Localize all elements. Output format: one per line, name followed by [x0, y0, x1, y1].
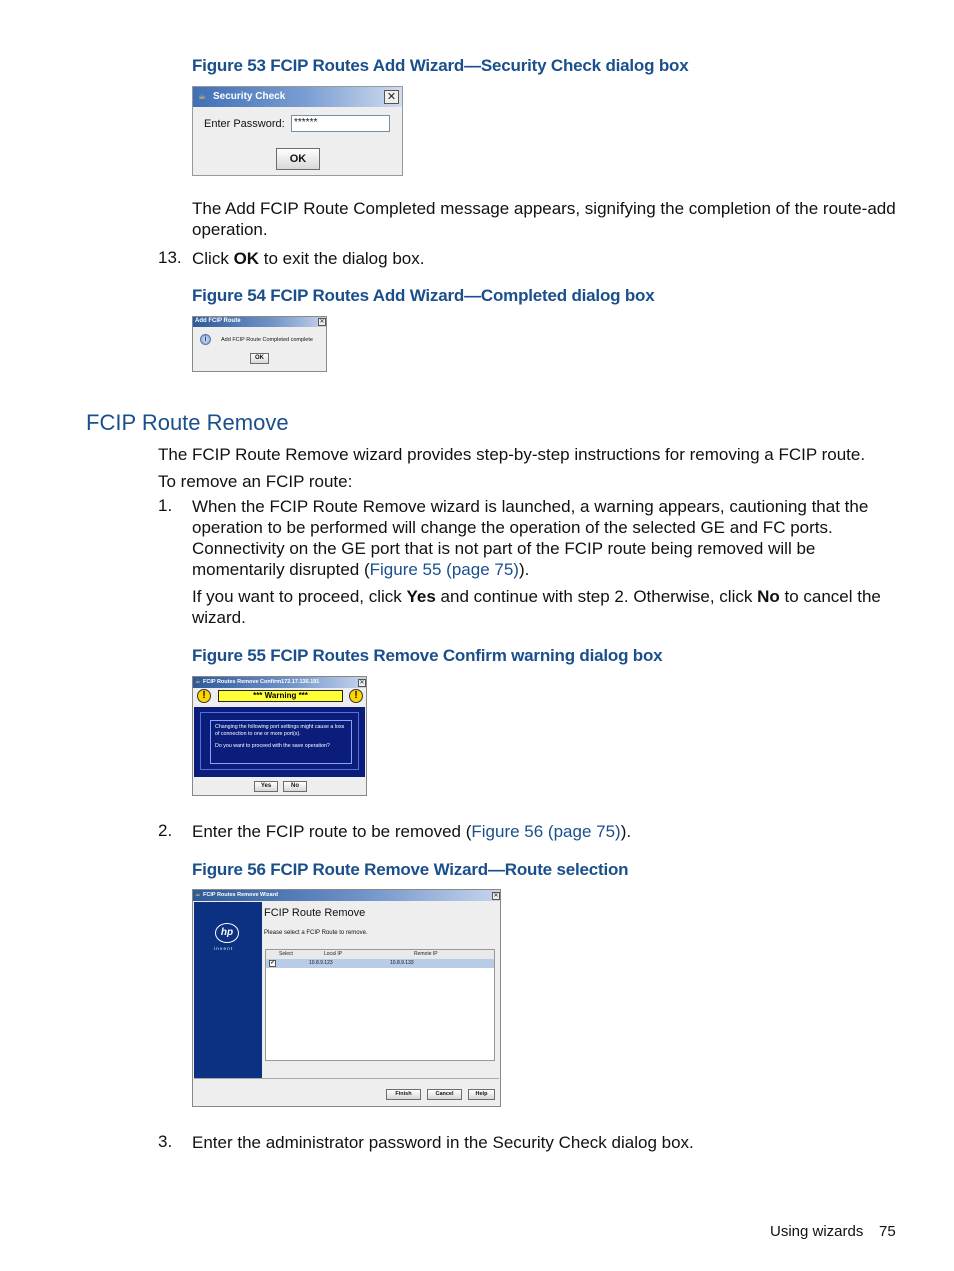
completed-dialog — [192, 316, 327, 372]
wizard-side-panel — [194, 902, 262, 1078]
ok-button[interactable]: OK — [276, 148, 320, 170]
warning-panel-frame — [200, 712, 359, 770]
cancel-button[interactable]: Cancel — [427, 1089, 462, 1100]
close-button[interactable] — [318, 318, 326, 326]
wizard-panel-title: FCIP Route Remove — [264, 907, 366, 919]
warning-icon-right: ! — [349, 689, 363, 703]
dialog-titlebar — [193, 890, 500, 901]
step-2-pre: Enter the FCIP route to be removed ( — [192, 822, 472, 841]
route-remove-wizard — [192, 889, 501, 1107]
step-1-text — [192, 496, 904, 580]
warning-dialog — [192, 676, 367, 796]
warning-banner: *** Warning *** — [218, 690, 343, 702]
dialog-title: FCIP Routes Remove Confirm172.17.136.191 — [203, 679, 320, 685]
close-icon: ✕ — [319, 318, 325, 325]
dialog-titlebar — [193, 677, 366, 688]
step-13-number: 13. — [158, 248, 182, 267]
wizard-content — [263, 902, 500, 1078]
row-local-ip: 10.8.9.123 — [309, 960, 333, 966]
row-remote-ip: 10.8.9.133 — [390, 960, 414, 966]
close-button[interactable] — [358, 679, 366, 687]
help-button[interactable]: Help — [468, 1089, 495, 1100]
warning-message-1: Changing the following port settings might cause a loss of connection to one or more port(s). — [215, 724, 345, 737]
hp-logo-icon: hp — [215, 923, 239, 943]
close-icon: ✕ — [386, 90, 397, 103]
column-local-ip: Local IP — [324, 951, 343, 957]
proceed-mid: and continue with step 2. Otherwise, click — [435, 587, 758, 606]
proceed-yes: Yes — [406, 587, 436, 606]
step-2-number: 2. — [158, 821, 173, 840]
close-icon: ✕ — [359, 679, 365, 686]
no-button[interactable]: No — [283, 781, 307, 792]
dialog-title: FCIP Routes Remove Wizard — [203, 892, 279, 898]
java-icon: ☕ — [198, 91, 207, 101]
wizard-instruction: Please select a FCIP Route to remove. — [264, 930, 368, 936]
row-select-checkbox[interactable]: ✔ — [270, 960, 275, 966]
warning-panel — [194, 707, 365, 777]
hp-logo-tagline: i n v e n t — [214, 946, 233, 951]
warning-message-box — [210, 720, 352, 764]
security-check-dialog — [192, 86, 403, 176]
password-label: Enter Password: — [204, 118, 285, 130]
yes-button[interactable]: Yes — [254, 781, 278, 792]
to-remove-text: To remove an FCIP route: — [158, 472, 353, 491]
ok-button[interactable]: OK — [250, 353, 269, 364]
column-select: Select — [279, 951, 293, 957]
figure-55-link[interactable]: Figure 55 (page 75) — [369, 560, 519, 579]
step-2-post: ). — [620, 822, 632, 841]
step-13-pre: Click — [192, 249, 234, 268]
step-3-text: Enter the administrator password in the Security Check dialog box. — [192, 1133, 694, 1152]
figure-56-caption: Figure 56 FCIP Route Remove Wizard—Route selection — [192, 860, 629, 879]
section-heading: FCIP Route Remove — [86, 410, 289, 435]
step-2-text — [192, 821, 631, 842]
step-13-post: to exit the dialog box. — [259, 249, 425, 268]
completed-message: Add FCIP Route Completed complete — [221, 337, 313, 343]
dialog-title: Security Check — [213, 91, 286, 102]
dialog-titlebar — [193, 87, 402, 107]
password-input[interactable]: ****** — [291, 115, 390, 132]
close-button[interactable] — [492, 892, 500, 900]
figure-53-caption: Figure 53 FCIP Routes Add Wizard—Security Check dialog box — [192, 56, 689, 75]
dialog-title: Add FCIP Route — [195, 318, 241, 324]
figure-54-caption: Figure 54 FCIP Routes Add Wizard—Completed dialog box — [192, 286, 655, 305]
section-intro: The FCIP Route Remove wizard provides step-by-step instructions for removing a FCIP route. — [158, 445, 866, 464]
step-13-bold: OK — [233, 249, 260, 268]
warning-message-2: Do you want to proceed with the save operation? — [215, 743, 330, 749]
step-1-number: 1. — [158, 496, 173, 515]
step-1-proceed — [192, 586, 904, 628]
finish-button[interactable]: Finish — [386, 1089, 421, 1100]
warning-icon-left: ! — [197, 689, 211, 703]
close-icon: ✕ — [493, 892, 499, 899]
completed-paragraph: The Add FCIP Route Completed message appears, signifying the completion of the route-add operation. — [192, 199, 896, 239]
footer-section: Using wizards — [770, 1223, 864, 1240]
info-icon: i — [200, 334, 211, 345]
step-3-number: 3. — [158, 1132, 173, 1151]
figure-56-link[interactable]: Figure 56 (page 75) — [471, 822, 621, 841]
step-1-body: When the FCIP Route Remove wizard is launched, a warning appears, cautioning that the operation to be performed will change the operation of the selected GE and FC ports. Connectivity on the GE port that is not part of the FCIP route being removed will be momentarily disrupted ( — [192, 497, 869, 579]
wizard-divider — [194, 1078, 499, 1079]
column-remote-ip: Remote IP — [414, 951, 438, 957]
footer-page-number: 75 — [879, 1223, 896, 1240]
close-button[interactable] — [384, 90, 399, 104]
proceed-pre: If you want to proceed, click — [192, 587, 407, 606]
dialog-titlebar — [193, 317, 326, 327]
proceed-post: to cancel the wizard. — [192, 587, 881, 627]
java-icon: ☕ — [195, 679, 201, 685]
step-13-text — [192, 248, 424, 269]
proceed-no: No — [757, 587, 780, 606]
java-icon: ☕ — [195, 892, 201, 898]
route-table — [265, 949, 495, 1061]
step-1-after: ). — [518, 560, 530, 579]
figure-55-caption: Figure 55 FCIP Routes Remove Confirm warning dialog box — [192, 646, 663, 665]
table-row[interactable] — [266, 959, 494, 968]
